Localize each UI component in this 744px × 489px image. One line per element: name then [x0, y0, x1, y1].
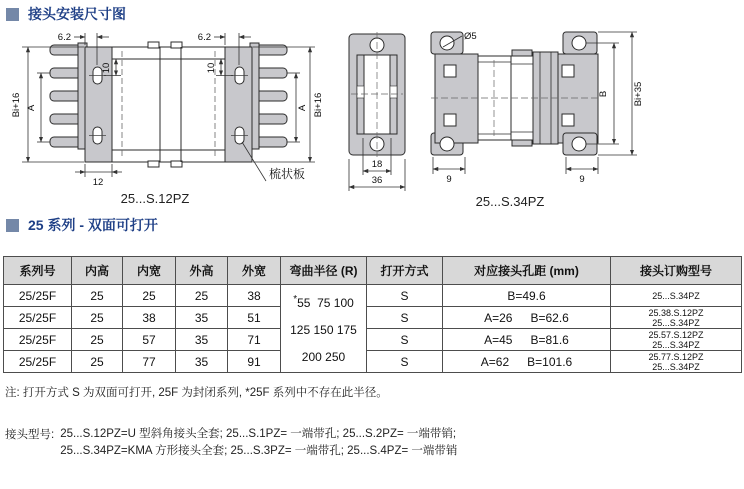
cell-series: 25/25F — [4, 307, 72, 329]
section-bullet-icon — [6, 8, 19, 21]
cell-series: 25/25F — [4, 329, 72, 351]
dim-label-36: 36 — [371, 175, 383, 186]
table-row — [4, 307, 742, 329]
section-title-install — [6, 4, 126, 24]
dim-label-9-left: 9 — [446, 174, 452, 185]
section-title-series — [6, 215, 158, 235]
dim-label-6-2-left: 6.2 — [57, 32, 71, 43]
bend-radius-line-2: 125 150 175 — [290, 323, 357, 337]
dim-label-10-left: 10 — [101, 62, 112, 74]
table-row — [4, 351, 742, 373]
col-header-outer-width: 外宽 — [228, 257, 281, 285]
dim-label-phi5: Ø5 — [464, 31, 477, 42]
cell-outer-width: 38 — [228, 285, 281, 307]
legend-line-1: 25...S.12PZ=U 型斜角接头全套; 25...S.1PZ= 一端带孔; 25...S.2PZ= 一端带销; — [60, 428, 457, 440]
drawing-25s12pz — [8, 28, 328, 212]
cell-outer-height: 35 — [176, 307, 228, 329]
table-row — [4, 285, 742, 307]
dim-label-9-right: 9 — [579, 174, 585, 185]
col-header-inner-height: 内高 — [72, 257, 123, 285]
col-header-inner-width: 内宽 — [123, 257, 176, 285]
cell-bend-radius — [281, 285, 367, 373]
cell-open-mode: S — [367, 307, 443, 329]
dim-label-bi35: Bi+35 — [633, 81, 644, 107]
col-header-bend-radius: 弯曲半径 (R) — [281, 257, 367, 285]
cell-outer-height: 35 — [176, 351, 228, 373]
dim-label-18: 18 — [371, 159, 383, 170]
cell-order-model: 25.57.S.12PZ 25...S.34PZ — [611, 329, 742, 351]
comb-plate-label: 梳状板 — [269, 167, 306, 181]
cell-inner-height: 25 — [72, 307, 123, 329]
dim-label-6-2-right: 6.2 — [197, 32, 211, 43]
cell-open-mode: S — [367, 351, 443, 373]
cell-hole-distance: B=49.6 — [443, 285, 611, 307]
col-header-open-mode: 打开方式 — [367, 257, 443, 285]
legend-label: 接头型号: — [5, 429, 55, 441]
dim-label-12: 12 — [92, 177, 104, 188]
table-header-row — [4, 257, 742, 285]
section-title-install-text: 接头安装尺寸图 — [28, 6, 126, 22]
comb-plate-left — [50, 43, 112, 162]
cell-open-mode: S — [367, 329, 443, 351]
cell-outer-width: 71 — [228, 329, 281, 351]
col-header-series: 系列号 — [4, 257, 72, 285]
bend-radius-line-1: *55 75 100 — [293, 294, 354, 310]
dim-label-10-right: 10 — [206, 62, 217, 74]
col-header-order-model: 接头订购型号 — [611, 257, 742, 285]
drawing-25s34pz — [338, 28, 646, 212]
cell-inner-width: 77 — [123, 351, 176, 373]
cell-order-model: 25...S.34PZ — [611, 285, 742, 307]
cell-inner-width: 57 — [123, 329, 176, 351]
cell-inner-height: 25 — [72, 351, 123, 373]
drawing-caption-left: 25...S.12PZ — [120, 191, 190, 206]
cell-open-mode: S — [367, 285, 443, 307]
cell-inner-height: 25 — [72, 285, 123, 307]
cell-series: 25/25F — [4, 285, 72, 307]
dim-label-a-right: A — [297, 104, 308, 112]
cell-inner-height: 25 — [72, 329, 123, 351]
cell-hole-distance: A=62 B=101.6 — [443, 351, 611, 373]
cell-outer-width: 91 — [228, 351, 281, 373]
dim-label-b: B — [598, 90, 609, 98]
legend-line-2: 25...S.34PZ=KMA 方形接头全套; 25...S.3PZ= 一端带孔; 25...S.4PZ= 一端带销 — [60, 445, 458, 457]
cell-hole-distance: A=45 B=81.6 — [443, 329, 611, 351]
cell-order-model: 25.38.S.12PZ 25...S.34PZ — [611, 307, 742, 329]
spec-table — [3, 256, 742, 373]
bend-radius-line-3: 200 250 — [301, 350, 346, 364]
table-row — [4, 329, 742, 351]
col-header-outer-height: 外高 — [176, 257, 228, 285]
cell-outer-height: 35 — [176, 329, 228, 351]
comb-plate-right — [225, 43, 287, 162]
cell-inner-width: 38 — [123, 307, 176, 329]
end-view-frame — [349, 32, 405, 157]
drawing-caption-right: 25...S.34PZ — [475, 194, 545, 209]
cell-outer-height: 25 — [176, 285, 228, 307]
section-bullet-icon — [6, 219, 19, 232]
connector-model-legend — [5, 426, 457, 460]
radius-footnote-star: * — [293, 294, 298, 305]
cell-outer-width: 51 — [228, 307, 281, 329]
cell-hole-distance: A=26 B=62.6 — [443, 307, 611, 329]
table-footnote: 注: 打开方式 S 为双面可打开, 25F 为封闭系列, *25F 系列中不存在此半径。 — [5, 387, 388, 399]
cell-series: 25/25F — [4, 351, 72, 373]
dim-label-bi16-right: Bi+16 — [313, 92, 324, 118]
col-header-hole-distance: 对应接头孔距 (mm) — [443, 257, 611, 285]
dim-label-bi16-left: Bi+16 — [11, 92, 22, 118]
section-title-series-text: 25 系列 - 双面可打开 — [28, 217, 158, 233]
cell-inner-width: 25 — [123, 285, 176, 307]
dim-label-a-left: A — [26, 104, 37, 112]
cell-order-model: 25.77.S.12PZ 25...S.34PZ — [611, 351, 742, 373]
